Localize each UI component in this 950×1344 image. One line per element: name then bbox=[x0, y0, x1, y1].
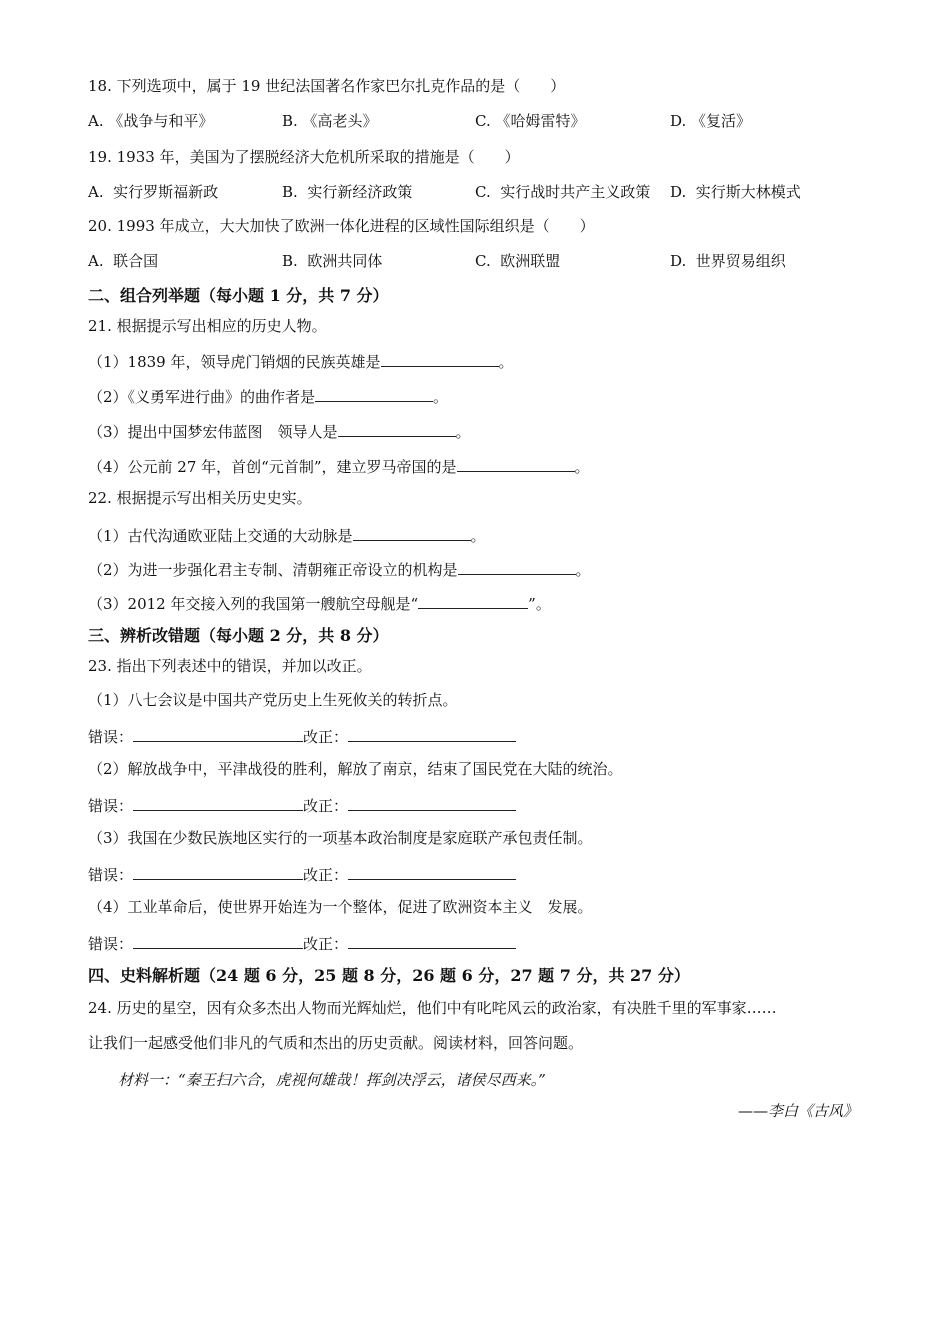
fix-blank[interactable] bbox=[348, 725, 516, 742]
section3-heading: 三、辨析改错题（每小题 2 分，共 8 分） bbox=[88, 626, 389, 645]
q21-item-4: （4）公元前 27 年，首创“元首制”，建立罗马帝国的是 。 bbox=[88, 455, 590, 477]
q23-item-4: （4）工业革命后，使世界开始连为一个整体，促进了欧洲资本主义 发展。 bbox=[88, 898, 593, 916]
q23-answer-row-2: 错误： 改正： bbox=[88, 794, 516, 816]
q18-option-b[interactable]: B. 《高老头》 bbox=[282, 112, 378, 130]
q22-item-1: （1）古代沟通欧亚陆上交通的大动脉是 。 bbox=[88, 524, 486, 546]
q18-option-a[interactable]: A. 《战争与和平》 bbox=[88, 112, 214, 130]
section4-heading: 四、史料解析题（24 题 6 分，25 题 8 分，26 题 6 分，27 题 7 分，共 27 分） bbox=[88, 966, 690, 985]
q18-option-c[interactable]: C. 《哈姆雷特》 bbox=[475, 112, 586, 130]
q23-answer-row-1: 错误： 改正： bbox=[88, 725, 516, 747]
q24-material-1: 材料一：“秦王扫六合，虎视何雄哉！挥剑决浮云，诸侯尽西来。” bbox=[118, 1071, 546, 1089]
fix-blank[interactable] bbox=[348, 863, 516, 880]
q20-stem: 20. 1993 年成立，大大加快了欧洲一体化进程的区域性国际组织是（ ） bbox=[88, 217, 595, 235]
error-blank[interactable] bbox=[133, 725, 303, 742]
q20-option-d[interactable]: D. 世界贸易组织 bbox=[670, 252, 786, 270]
answer-blank[interactable] bbox=[381, 350, 499, 367]
answer-blank[interactable] bbox=[353, 524, 471, 541]
q19-stem: 19. 1933 年，美国为了摆脱经济大危机所采取的措施是（ ） bbox=[88, 148, 520, 166]
answer-blank[interactable] bbox=[338, 420, 456, 437]
q19-option-b[interactable]: B. 实行新经济政策 bbox=[282, 183, 413, 201]
fix-blank[interactable] bbox=[348, 932, 516, 949]
q19-option-a[interactable]: A. 实行罗斯福新政 bbox=[88, 183, 219, 201]
answer-blank[interactable] bbox=[418, 592, 528, 609]
q19-option-c[interactable]: C. 实行战时共产主义政策 bbox=[475, 183, 651, 201]
q20-option-b[interactable]: B. 欧洲共同体 bbox=[282, 252, 383, 270]
q21-item-1: （1）1839 年，领导虎门销烟的民族英雄是 。 bbox=[88, 350, 514, 372]
error-blank[interactable] bbox=[133, 863, 303, 880]
q23-answer-row-4: 错误： 改正： bbox=[88, 932, 516, 954]
q24-material-1-source: ——李白《古风》 bbox=[737, 1102, 858, 1120]
q22-stem: 22. 根据提示写出相关历史史实。 bbox=[88, 489, 312, 507]
error-blank[interactable] bbox=[133, 794, 303, 811]
q24-stem-line2: 让我们一起感受他们非凡的气质和杰出的历史贡献。阅读材料，回答问题。 bbox=[88, 1034, 584, 1052]
q23-stem: 23. 指出下列表述中的错误，并加以改正。 bbox=[88, 657, 372, 675]
q20-option-a[interactable]: A. 联合国 bbox=[88, 252, 159, 270]
answer-blank[interactable] bbox=[457, 455, 575, 472]
q23-item-3: （3）我国在少数民族地区实行的一项基本政治制度是家庭联产承包责任制。 bbox=[88, 829, 593, 847]
q21-item-3: （3）提出中国梦宏伟蓝图 领导人是 。 bbox=[88, 420, 471, 442]
answer-blank[interactable] bbox=[458, 558, 576, 575]
error-blank[interactable] bbox=[133, 932, 303, 949]
answer-blank[interactable] bbox=[315, 385, 433, 402]
q22-item-3: （3）2012 年交接入列的我国第一艘航空母舰是“ ”。 bbox=[88, 592, 551, 614]
q21-stem: 21. 根据提示写出相应的历史人物。 bbox=[88, 317, 327, 335]
q23-item-1: （1）八七会议是中国共产党历史上生死攸关的转折点。 bbox=[88, 691, 458, 709]
q23-item-2: （2）解放战争中，平津战役的胜利，解放了南京，结束了国民党在大陆的统治。 bbox=[88, 760, 623, 778]
q22-item-2: （2）为进一步强化君主专制、清朝雍正帝设立的机构是 。 bbox=[88, 558, 591, 580]
section2-heading: 二、组合列举题（每小题 1 分，共 7 分） bbox=[88, 286, 389, 305]
q23-answer-row-3: 错误： 改正： bbox=[88, 863, 516, 885]
q18-stem: 18. 下列选项中，属于 19 世纪法国著名作家巴尔扎克作品的是（ ） bbox=[88, 77, 566, 95]
q24-stem-line1: 24. 历史的星空，因有众多杰出人物而光辉灿烂，他们中有叱咤风云的政治家，有决胜千里的军事家…… bbox=[88, 999, 777, 1017]
q18-option-d[interactable]: D. 《复活》 bbox=[670, 112, 752, 130]
q19-option-d[interactable]: D. 实行斯大林模式 bbox=[670, 183, 801, 201]
q21-item-2: （2）《义勇军进行曲》的曲作者是 。 bbox=[88, 385, 448, 407]
fix-blank[interactable] bbox=[348, 794, 516, 811]
q20-option-c[interactable]: C. 欧洲联盟 bbox=[475, 252, 561, 270]
